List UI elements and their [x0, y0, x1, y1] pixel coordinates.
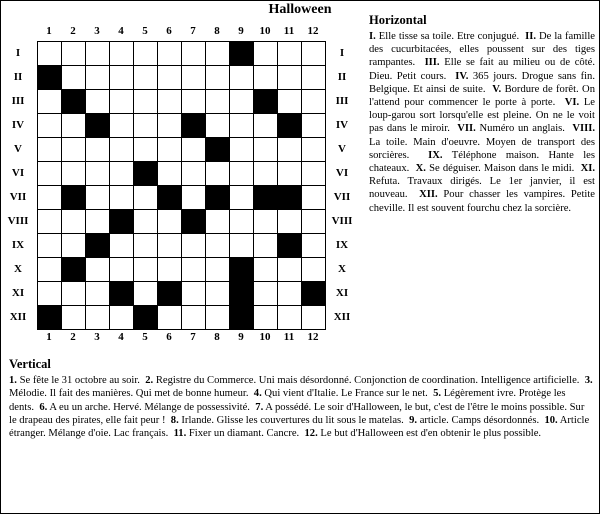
white-cell[interactable] [133, 137, 157, 161]
white-cell[interactable] [109, 305, 133, 329]
vertical-clue [171, 415, 404, 426]
clue-number: 2. [145, 375, 154, 386]
white-cell[interactable] [37, 41, 61, 65]
white-cell[interactable] [253, 257, 277, 281]
black-cell [229, 257, 253, 281]
clue-text: Mélodie. Il fait des manières. Qui met de bonne humeur. [9, 388, 249, 400]
white-cell[interactable] [61, 41, 85, 65]
vertical-clues-section [9, 357, 593, 440]
clue-number: III. [424, 57, 440, 69]
column-number: 4 [118, 25, 124, 37]
white-cell[interactable] [253, 209, 277, 233]
white-cell[interactable] [301, 233, 325, 257]
column-number: 11 [283, 25, 295, 37]
clue-number: I. [369, 31, 376, 42]
white-cell[interactable] [61, 65, 85, 89]
black-cell [181, 113, 205, 137]
white-cell[interactable] [85, 65, 109, 89]
black-cell [181, 209, 205, 233]
black-cell [205, 137, 229, 161]
white-cell[interactable] [277, 137, 301, 161]
vertical-clue [254, 388, 428, 399]
black-cell [61, 185, 85, 209]
black-cell [85, 233, 109, 257]
column-number: 8 [214, 25, 220, 37]
row-numeral: V [338, 143, 346, 155]
white-cell[interactable] [85, 41, 109, 65]
row-numeral: II [337, 71, 347, 83]
white-cell[interactable] [133, 233, 157, 257]
clue-number: XII. [419, 189, 438, 201]
white-cell[interactable] [301, 257, 325, 281]
clue-text: Registre du Commerce. Uni mais désordonné. Conjonction de coordination. Intelligence artificielle. [153, 375, 580, 386]
white-cell[interactable] [253, 305, 277, 329]
clue-text: A possédé. Le soir d'Halloween, le but, c'est de l'être le moins possible. Sur le drapeau des pirates, elle fait peur ! [9, 401, 585, 426]
vertical-clue-list [9, 374, 593, 440]
horizontal-clues-section [369, 13, 595, 215]
white-cell[interactable] [253, 161, 277, 185]
white-cell[interactable] [109, 257, 133, 281]
row-numeral: VIII [331, 215, 353, 227]
white-cell[interactable] [181, 257, 205, 281]
white-cell[interactable] [301, 161, 325, 185]
column-number: 6 [166, 25, 172, 37]
white-cell[interactable] [301, 41, 325, 65]
column-number: 1 [46, 25, 52, 37]
clue-text: Légèrement ivre. Protège les dents. [9, 388, 566, 413]
vertical-clue [9, 375, 140, 386]
clue-text: Le but d'Halloween est d'en obtenir le plus possible. [317, 428, 542, 440]
column-number: 10 [259, 331, 271, 343]
white-cell[interactable] [109, 65, 133, 89]
white-cell[interactable] [61, 209, 85, 233]
black-cell [133, 161, 157, 185]
vertical-heading: Vertical [9, 357, 51, 371]
white-cell[interactable] [205, 41, 229, 65]
row-numeral: VIII [7, 215, 29, 227]
black-cell [37, 65, 61, 89]
clue-text: Qui vient d'Italie. Le France sur le net. [261, 388, 428, 400]
column-number: 12 [307, 25, 319, 37]
white-cell[interactable] [277, 257, 301, 281]
clue-text: Téléphone maison. Hante les chateaux. [369, 149, 595, 175]
white-cell[interactable] [61, 233, 85, 257]
row-numeral: IV [335, 119, 349, 131]
row-numeral: III [11, 95, 25, 107]
row-numeral: VII [9, 191, 27, 203]
column-number: 1 [46, 331, 52, 343]
white-cell[interactable] [229, 185, 253, 209]
row-numeral: XII [333, 311, 351, 323]
white-cell[interactable] [181, 41, 205, 65]
row-numeral: IX [335, 239, 349, 251]
white-cell[interactable] [277, 65, 301, 89]
clue-text: Numéro un anglais. [475, 123, 565, 135]
white-cell[interactable] [61, 113, 85, 137]
clue-number: II. [525, 31, 536, 42]
column-number: 6 [166, 331, 172, 343]
white-cell[interactable] [229, 161, 253, 185]
row-numeral: XI [335, 287, 349, 299]
clue-number: 12. [304, 428, 318, 440]
clue-text: Le loup-garou sort lorsqu'elle est pleine. On ne le voit pas dans le miroir. [369, 97, 595, 135]
clue-number: XI. [580, 163, 596, 175]
column-number: 5 [142, 331, 148, 343]
row-numeral: X [14, 263, 22, 275]
white-cell[interactable] [109, 137, 133, 161]
vertical-clue [409, 415, 539, 426]
white-cell[interactable] [85, 161, 109, 185]
horizontal-heading: Horizontal [369, 13, 427, 27]
black-cell [109, 209, 133, 233]
clue-number: 6. [39, 401, 48, 413]
clue-number: VI. [564, 97, 580, 109]
white-cell[interactable] [253, 41, 277, 65]
white-cell[interactable] [301, 65, 325, 89]
white-cell[interactable] [109, 113, 133, 137]
white-cell[interactable] [253, 113, 277, 137]
white-cell[interactable] [229, 65, 253, 89]
clue-text: Se déguiser. Maison dans le midi. [425, 163, 575, 175]
white-cell[interactable] [277, 281, 301, 305]
white-cell[interactable] [85, 305, 109, 329]
white-cell[interactable] [229, 113, 253, 137]
clue-number: 9. [409, 414, 418, 426]
clue-text: Elle tisse sa toile. Etre conjugué. [375, 31, 520, 42]
white-cell[interactable] [85, 209, 109, 233]
column-number: 2 [70, 331, 76, 343]
row-numeral: XII [9, 311, 27, 323]
white-cell[interactable] [205, 65, 229, 89]
puzzle-title: Halloween [268, 2, 332, 17]
clue-text: Fixer un diamant. Cancre. [186, 428, 300, 440]
white-cell[interactable] [157, 113, 181, 137]
column-number: 3 [94, 331, 100, 343]
column-number: 9 [238, 25, 244, 37]
clue-text: 365 jours. Drogue sans fin. Belgique. Et ainsi de suite. [369, 70, 596, 95]
black-cell [301, 281, 325, 305]
row-numeral: I [339, 47, 345, 59]
white-cell[interactable] [37, 233, 61, 257]
horizontal-clue [416, 163, 575, 174]
column-number: 12 [307, 331, 319, 343]
horizontal-clue-list [369, 30, 595, 215]
row-numeral: VII [333, 191, 351, 203]
white-cell[interactable] [85, 185, 109, 209]
black-cell [205, 185, 229, 209]
white-cell[interactable] [229, 89, 253, 113]
black-cell [253, 89, 277, 113]
row-numeral: IX [11, 239, 25, 251]
white-cell[interactable] [205, 305, 229, 329]
white-cell[interactable] [157, 89, 181, 113]
column-number: 9 [238, 331, 244, 343]
black-cell [277, 113, 301, 137]
clue-text: Elle se fait au milieu ou de côté. Dieu. Petit cours. [369, 57, 595, 82]
white-cell[interactable] [133, 185, 157, 209]
clue-number: X. [415, 163, 426, 175]
clue-number: 10. [544, 414, 558, 426]
column-number: 3 [94, 25, 100, 37]
row-numeral: X [338, 263, 346, 275]
clue-number: 4. [253, 388, 262, 400]
column-number: 4 [118, 331, 124, 343]
clue-text: Refuta. Travaux dirigés. Le 1er janvier, il est nouveau. [369, 176, 595, 201]
white-cell[interactable] [37, 257, 61, 281]
white-cell[interactable] [37, 209, 61, 233]
column-number: 8 [214, 331, 220, 343]
white-cell[interactable] [85, 137, 109, 161]
white-cell[interactable] [61, 281, 85, 305]
white-cell[interactable] [301, 185, 325, 209]
white-cell[interactable] [157, 305, 181, 329]
white-cell[interactable] [277, 41, 301, 65]
white-cell[interactable] [61, 161, 85, 185]
white-cell[interactable] [133, 113, 157, 137]
white-cell[interactable] [229, 233, 253, 257]
black-cell [229, 41, 253, 65]
clue-number: IX. [428, 149, 443, 161]
row-numeral: III [335, 95, 349, 107]
white-cell[interactable] [229, 209, 253, 233]
white-cell[interactable] [37, 281, 61, 305]
white-cell[interactable] [157, 257, 181, 281]
clue-number: 5. [433, 388, 442, 400]
white-cell[interactable] [205, 89, 229, 113]
column-number: 5 [142, 25, 148, 37]
horizontal-clue [369, 31, 519, 42]
black-cell [277, 185, 301, 209]
white-cell[interactable] [61, 137, 85, 161]
row-numeral: V [14, 143, 22, 155]
white-cell[interactable] [301, 305, 325, 329]
black-cell [37, 305, 61, 329]
row-numeral: IV [11, 119, 25, 131]
white-cell[interactable] [205, 233, 229, 257]
clue-text: Article étranger. Mélange d'oie. Lac français. [9, 414, 590, 440]
white-cell[interactable] [253, 65, 277, 89]
white-cell[interactable] [85, 281, 109, 305]
vertical-clue [145, 375, 579, 386]
black-cell [253, 185, 277, 209]
clue-number: IV. [455, 70, 469, 82]
white-cell[interactable] [37, 89, 61, 113]
clue-text: Se fête le 31 octobre au soir. [16, 375, 140, 386]
clue-number: 7. [255, 401, 264, 413]
white-cell[interactable] [205, 257, 229, 281]
white-cell[interactable] [109, 161, 133, 185]
white-cell[interactable] [37, 185, 61, 209]
column-number: 7 [190, 331, 196, 343]
white-cell[interactable] [133, 257, 157, 281]
white-cell[interactable] [277, 161, 301, 185]
white-cell[interactable] [157, 137, 181, 161]
row-numeral: XI [11, 287, 25, 299]
white-cell[interactable] [205, 113, 229, 137]
white-cell[interactable] [85, 257, 109, 281]
white-cell[interactable] [205, 209, 229, 233]
clue-number: 1. [9, 375, 17, 386]
white-cell[interactable] [181, 65, 205, 89]
column-number: 7 [190, 25, 196, 37]
vertical-clue [39, 402, 250, 413]
white-cell[interactable] [253, 137, 277, 161]
clue-text: Bordure de forêt. On l'attend pour commencer le porte à porte. [369, 83, 596, 109]
white-cell[interactable] [181, 281, 205, 305]
horizontal-clue [457, 123, 565, 134]
white-cell[interactable] [61, 305, 85, 329]
white-cell[interactable] [205, 161, 229, 185]
column-number: 10 [259, 25, 271, 37]
crossword-grid [37, 41, 326, 330]
clue-text: De la famille des cucurbitacées, elles poussent sur des tiges rampantes. [369, 31, 595, 69]
black-cell [109, 281, 133, 305]
black-cell [277, 233, 301, 257]
black-cell [229, 305, 253, 329]
clue-number: V. [492, 83, 502, 95]
white-cell[interactable] [157, 65, 181, 89]
white-cell[interactable] [109, 185, 133, 209]
row-numeral: II [13, 71, 23, 83]
row-numeral: VI [335, 167, 349, 179]
white-cell[interactable] [37, 137, 61, 161]
white-cell[interactable] [301, 89, 325, 113]
clue-text: Irlande. Glisse les couvertures du lit sous le matelas. [178, 414, 404, 426]
white-cell[interactable] [133, 65, 157, 89]
white-cell[interactable] [301, 137, 325, 161]
white-cell[interactable] [157, 41, 181, 65]
clue-number: 3. [584, 375, 593, 386]
black-cell [85, 113, 109, 137]
clue-number: VII. [457, 123, 476, 135]
clue-number: 11. [173, 428, 187, 440]
black-cell [157, 281, 181, 305]
white-cell[interactable] [181, 305, 205, 329]
white-cell[interactable] [277, 89, 301, 113]
white-cell[interactable] [157, 161, 181, 185]
column-number: 2 [70, 25, 76, 37]
clue-number: VIII. [572, 123, 596, 135]
white-cell[interactable] [133, 281, 157, 305]
clue-text: La toile. Main d'oeuvre. Moyen de transport des sorcières. [369, 136, 595, 161]
white-cell[interactable] [277, 209, 301, 233]
black-cell [61, 89, 85, 113]
white-cell[interactable] [253, 281, 277, 305]
black-cell [229, 281, 253, 305]
white-cell[interactable] [277, 305, 301, 329]
black-cell [133, 305, 157, 329]
white-cell[interactable] [37, 161, 61, 185]
white-cell[interactable] [109, 89, 133, 113]
column-number: 11 [283, 331, 295, 343]
white-cell[interactable] [301, 209, 325, 233]
vertical-clue [174, 428, 300, 439]
white-cell[interactable] [181, 137, 205, 161]
vertical-clue [305, 428, 542, 439]
white-cell[interactable] [181, 233, 205, 257]
white-cell[interactable] [253, 233, 277, 257]
clue-text: Pour chasser les vampires. Petite cheville. Il est souvent fourchu chez la sorcière. [369, 189, 595, 214]
white-cell[interactable] [229, 137, 253, 161]
clue-number: 8. [170, 414, 179, 426]
white-cell[interactable] [133, 41, 157, 65]
white-cell[interactable] [181, 161, 205, 185]
white-cell[interactable] [301, 113, 325, 137]
white-cell[interactable] [181, 89, 205, 113]
white-cell[interactable] [109, 41, 133, 65]
black-cell [61, 257, 85, 281]
clue-text: A eu un arche. Hervé. Mélange de possessivité. [47, 401, 250, 413]
row-numeral: I [15, 47, 21, 59]
white-cell[interactable] [133, 209, 157, 233]
white-cell[interactable] [181, 185, 205, 209]
white-cell[interactable] [133, 89, 157, 113]
white-cell[interactable] [109, 233, 133, 257]
white-cell[interactable] [157, 233, 181, 257]
clue-text: article. Camps désordonnés. [417, 414, 540, 426]
row-numeral: VI [11, 167, 25, 179]
white-cell[interactable] [205, 281, 229, 305]
white-cell[interactable] [37, 113, 61, 137]
white-cell[interactable] [157, 209, 181, 233]
black-cell [157, 185, 181, 209]
white-cell[interactable] [85, 89, 109, 113]
